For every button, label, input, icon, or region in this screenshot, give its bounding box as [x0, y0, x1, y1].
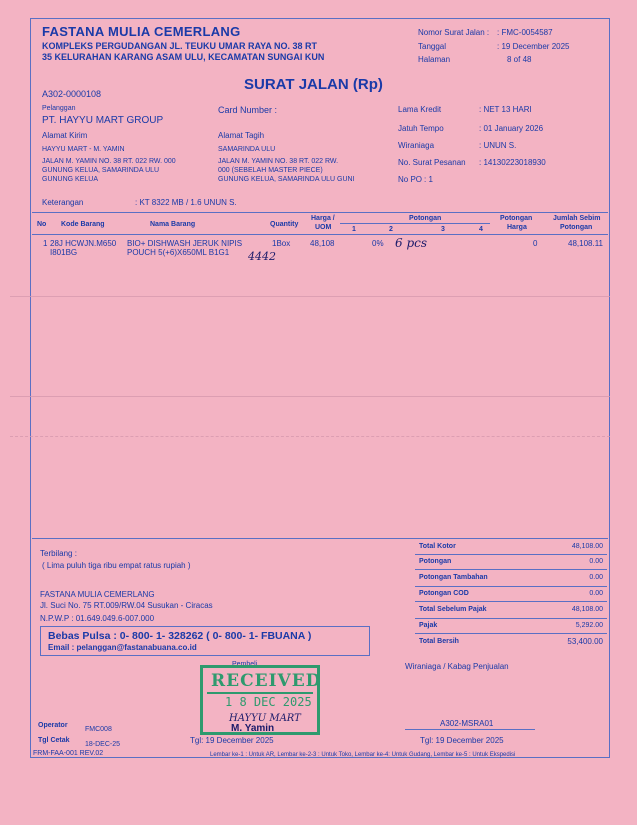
potongan-cod-label: Potongan COD [419, 590, 469, 597]
wiraniaga-label: Wiraniaga [398, 141, 435, 150]
keterangan-value: : KT 8322 MB / 1.6 UNUN S. [135, 198, 237, 207]
potongan-cod-value: 0.00 [589, 590, 603, 597]
footer-rule [32, 538, 608, 539]
potongan-tambahan-label: Potongan Tambahan [419, 574, 488, 581]
item-p1: 0% [372, 239, 384, 248]
tanggal-label: Tanggal [418, 42, 447, 51]
kirim-name: HAYYU MART - M. YAMIN [42, 146, 125, 153]
item-harga: 48,108 [310, 239, 335, 248]
col-kode: Kode Barang [61, 221, 105, 228]
doc-code: A302-0000108 [42, 89, 102, 99]
kirim-addr3: GUNUNG KELUA [42, 176, 99, 183]
tagih-addr3: GUNUNG KELUA, SAMARINDA ULU GUNI [218, 176, 355, 183]
tagih-addr1: JALAN M. YAMIN NO. 38 RT. 022 RW. [218, 158, 339, 165]
potongan-value: 0.00 [589, 558, 603, 565]
col-potongan: Potongan [409, 215, 442, 222]
tgl-right: Tgl: 19 December 2025 [420, 736, 504, 745]
totals-box [415, 540, 607, 650]
lama-kredit-label: Lama Kredit [398, 105, 442, 114]
surat-pesanan-value: : 14130223018930 [479, 158, 546, 167]
tanggal-value: : 19 December 2025 [497, 42, 570, 51]
col-no: No [37, 221, 47, 228]
totals-row [415, 602, 607, 619]
item-qty: 1Box [272, 239, 291, 248]
keterangan-label: Keterangan [42, 198, 84, 207]
potongan-subrule [340, 223, 490, 224]
company-name: FASTANA MULIA CEMERLANG [42, 24, 241, 39]
alamat-kirim-label: Alamat Kirim [42, 131, 88, 140]
col-p3: 3 [441, 226, 445, 233]
total-kotor-value: 48,108.00 [571, 543, 603, 550]
item-no: 1 [43, 239, 48, 248]
operator-label: Operator [38, 722, 68, 729]
company-address-line2: 35 KELURAHAN KARANG ASAM ULU, KECAMATAN SUNGAI KUN [42, 52, 325, 62]
footer-pulsa: Bebas Pulsa : 0- 800- 1- 328262 ( 0- 800- 1- FBUANA ) [48, 630, 312, 642]
item-jumlah: 48,108.11 [568, 239, 603, 248]
terbilang-label: Terbilang : [40, 549, 77, 558]
tgl-cetak-value: 18-DEC-25 [85, 741, 121, 748]
pajak-label: Pajak [419, 622, 438, 629]
total-sebelum-pajak-value: 48,108.00 [571, 606, 603, 613]
halaman-label: Halaman [418, 55, 451, 64]
signature-code: A302-MSRA01 [440, 719, 494, 728]
tagih-name: SAMARINDA ULU [218, 146, 276, 153]
footer-npwp: N.P.W.P : 01.649.049.6-007.000 [40, 614, 155, 623]
col-p2: 2 [389, 226, 393, 233]
item-nama-1: BIO+ DISHWASH JERUK NIPIS [127, 239, 243, 248]
col-quantity: Quantity [270, 221, 299, 228]
col-p4: 4 [479, 226, 483, 233]
stamp-sign-1: HAYYU MART [229, 713, 301, 724]
company-address-line1: KOMPLEKS PERGUDANGAN JL. TEUKU UMAR RAYA NO. 38 RT [42, 41, 318, 51]
col-pot-harga-1: Potongan [500, 215, 533, 222]
pelanggan-value: PT. HAYYU MART GROUP [42, 115, 164, 126]
totals-row [415, 634, 607, 650]
item-potongan-harga: 0 [533, 239, 538, 248]
pulsa-box [40, 626, 370, 656]
form-code: FRM-FAA-001 REV.02 [33, 750, 104, 757]
totals-row [415, 570, 607, 587]
nomor-value: : FMC-0054587 [497, 28, 553, 37]
surat-pesanan-label: No. Surat Pesanan [398, 158, 466, 167]
potongan-tambahan-value: 0.00 [589, 574, 603, 581]
distribution-note: Lembar ke-1 : Untuk AR, Lembar ke-2-3 : Untuk Toko, Lembar ke-4: Untuk Gudang, Lembar ke-5 : Untuk Ekspedisi [210, 752, 516, 758]
total-bersih-value: 53,400.00 [567, 637, 603, 646]
handwritten-qty-note: 6 pcs [395, 236, 428, 250]
item-nama-2: POUCH 5(+6)X650ML B1G1 [127, 248, 230, 257]
total-kotor-label: Total Kotor [419, 543, 456, 550]
nomor-label: Nomor Surat Jalan : [418, 28, 490, 37]
alamat-tagih-label: Alamat Tagih [218, 131, 265, 140]
no-po-label: No PO [398, 175, 423, 184]
tgl-left: Tgl: 19 December 2025 [190, 736, 274, 745]
tagih-addr2: 000 (SEBELAH MASTER PIECE) [218, 167, 323, 174]
stamp-sign-2: M. Yamin [231, 723, 275, 734]
signature-line-right [405, 729, 535, 730]
footer-company-name: FASTANA MULIA CEMERLANG [40, 590, 155, 599]
col-nama: Nama Barang [150, 221, 196, 228]
item-kode-2: I801BG [50, 248, 78, 257]
col-jumlah-2: Potongan [560, 224, 593, 231]
card-number-label: Card Number : [218, 105, 278, 115]
handwritten-code-note: 4442 [248, 250, 276, 263]
jatuh-tempo-label: Jatuh Tempo [398, 124, 444, 133]
table-header-rule [32, 234, 608, 235]
col-harga: Harga / [311, 215, 335, 222]
total-sebelum-pajak-label: Total Sebelum Pajak [419, 606, 487, 613]
terbilang-value: ( Lima puluh tiga ribu empat ratus rupiah ) [42, 561, 191, 570]
show-through-area [10, 296, 610, 466]
totals-row [415, 587, 607, 602]
item-kode-1: 28J HCWJN.M650 [50, 239, 117, 248]
kirim-addr2: GUNUNG KELUA, SAMARINDA ULU [42, 167, 160, 174]
stamp-date: 1 8 DEC 2025 [225, 695, 312, 709]
potongan-label: Potongan [419, 558, 452, 565]
no-po-value: : 1 [424, 175, 433, 184]
wiraniaga-kabag-label: Wiraniaga / Kabag Penjualan [405, 662, 509, 671]
totals-row [415, 540, 607, 555]
footer-company-address: Jl. Suci No. 75 RT.009/RW.04 Susukan - Ciracas [40, 601, 213, 610]
wiraniaga-value: : UNUN S. [479, 141, 517, 150]
stamp-divider [207, 692, 313, 694]
col-jumlah-1: Jumlah Sebim [553, 215, 601, 222]
kirim-addr1: JALAN M. YAMIN NO. 38 RT. 022 RW. 000 [42, 158, 176, 165]
footer-email: Email : pelanggan@fastanabuana.co.id [48, 643, 197, 652]
pelanggan-label: Pelanggan [42, 105, 76, 112]
tgl-cetak-label: Tgl Cetak [38, 737, 70, 744]
table-top-rule [32, 212, 608, 213]
total-bersih-label: Total Bersih [419, 638, 459, 645]
operator-value: FMC008 [85, 726, 112, 733]
totals-row [415, 619, 607, 634]
document-title: SURAT JALAN (Rp) [244, 76, 383, 93]
halaman-value: 8 of 48 [507, 55, 532, 64]
received-stamp [200, 665, 320, 735]
jatuh-tempo-value: : 01 January 2026 [479, 124, 544, 133]
pembeli-label: Pembeli [232, 661, 258, 668]
lama-kredit-value: : NET 13 HARI [479, 105, 532, 114]
col-pot-harga-2: Harga [507, 224, 527, 231]
stamp-received: RECEIVED [211, 671, 322, 691]
col-uom: UOM [315, 224, 332, 231]
pajak-value: 5,292.00 [575, 622, 603, 629]
col-p1: 1 [352, 226, 356, 233]
totals-row [415, 555, 607, 570]
